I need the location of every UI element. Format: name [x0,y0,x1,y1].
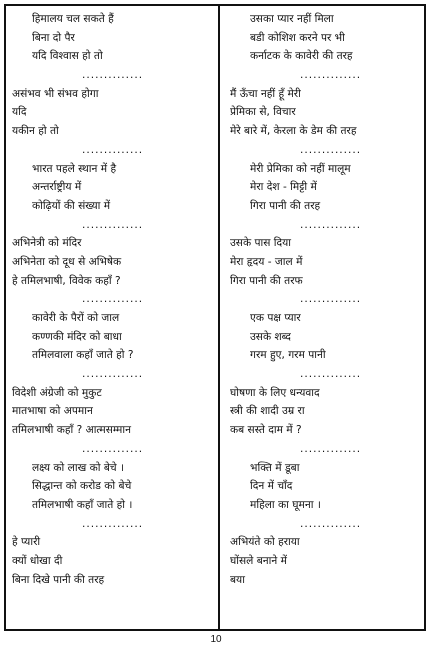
right-column [230,10,430,589]
poem-line: यकीन हो तो [12,125,59,138]
poem-line: तमिलभाषी कहाँ ? आत्मसम्मान [12,424,132,437]
poem-line: अभियंते को हराया [230,536,300,549]
poem-line: भारत पहले स्थान में है [32,162,117,175]
poem-line: कण्णकी मंदिर को बाधा [32,330,122,343]
poem-line: दिन में चाँद [250,480,293,493]
poem-line: हे तमिलभाषी, विवेक कहाँ ? [12,274,121,287]
poem-line: कर्नाटक के कावेरी की तरह [250,50,353,63]
poem-line: अभिनेत्री को मंदिर [12,237,82,250]
poem-line: सिद्धान्त को करोड को बेचे [32,480,132,493]
stanza-separator: .............. [300,517,362,530]
page-number: 10 [210,634,222,645]
poem-line: मेरे बारे में, केरला के डेम की तरह [230,125,357,138]
poem-line: मेरी प्रेमिका को नहीं मालूम [250,162,351,175]
stanza-separator: .............. [300,293,362,306]
poem-line: अभिनेता को दूध से अभिषेक [12,255,122,268]
poem-line: बडी कोशिश करने पर भी [250,31,345,44]
poem-line: असंभव भी संभव होगा [12,87,99,100]
poem-line: उसका प्यार नहीं मिला [250,13,334,25]
poem-line: गिरा पानी की तरफ [230,274,303,287]
poem-line: स्त्री की शादी उम्र रा [230,405,305,418]
poem-line: गरम हुए, गरम पानी [250,349,326,362]
stanza-separator: .............. [82,218,144,231]
poem-line: यदि विश्वास हो तो [32,50,103,63]
poem-line: यदि [12,106,27,119]
stanza-separator: .............. [300,218,362,231]
poem-line: क्यों धोखा दी [12,554,63,567]
stanza-separator: .............. [300,69,362,82]
stanza-separator: .............. [82,442,144,455]
poem-line: विदेशी अंग्रेजी को मुकुट [12,386,102,399]
left-column [12,10,212,589]
poem-line: हिमालय चल सकते हैं [32,13,114,25]
stanza-separator: .............. [82,368,144,381]
poem-line: लक्ष्य को लाख को बेचे । [32,461,125,474]
poem-line: कोढ़ियों की संख्या में [32,199,111,212]
poem-line: उसके पास दिया [230,237,292,250]
poem-line: मातभाषा को अपमान [12,405,93,418]
stanza-separator: .............. [82,69,144,82]
poem-line: उसके शब्द [250,330,291,343]
poem-line: अन्तर्राष्ट्रीय में [32,181,82,194]
poem-line: तमिलभाषी कहाँ जाते हो । [32,498,133,511]
poem-line: मैं ऊँचा नहीं हूँ मेरी [230,87,301,100]
stanza-separator: .............. [300,442,362,455]
poem-line: मेरा हृदय - जाल में [230,255,303,268]
poem-line: कावेरी के पैरों को जाल [32,312,120,324]
poem-line: कब सस्ते दाम में ? [230,424,302,437]
poem-line: एक पक्ष प्यार [250,312,301,324]
poem-line: बिना दिखे पानी की तरह [12,573,105,586]
poem-line: मेरा देश - मिट्टी में [250,181,317,194]
poem-line: भक्ति में डूबा [250,461,300,474]
stanza-separator: .............. [82,293,144,306]
stanza-separator: .............. [300,143,362,156]
stanza-separator: .............. [82,517,144,530]
poem-line: हे प्यारी [12,536,41,549]
column-divider [218,6,220,629]
stanza-separator: .............. [82,143,144,156]
poem-line: बिना दो पैर [32,31,75,44]
poem-line: प्रेमिका से, विचार [230,106,296,119]
poem-line: तमिलवाला कहाँ जाते हो ? [32,349,134,362]
poem-line: घोषणा के लिए धन्यवाद [230,386,320,399]
poem-line: घोंसले बनाने में [230,554,287,567]
poem-line: गिरा पानी की तरह [250,199,321,212]
poem-line: महिला का घूमना । [250,498,321,511]
poem-line: बया [230,573,245,586]
stanza-separator: .............. [300,368,362,381]
